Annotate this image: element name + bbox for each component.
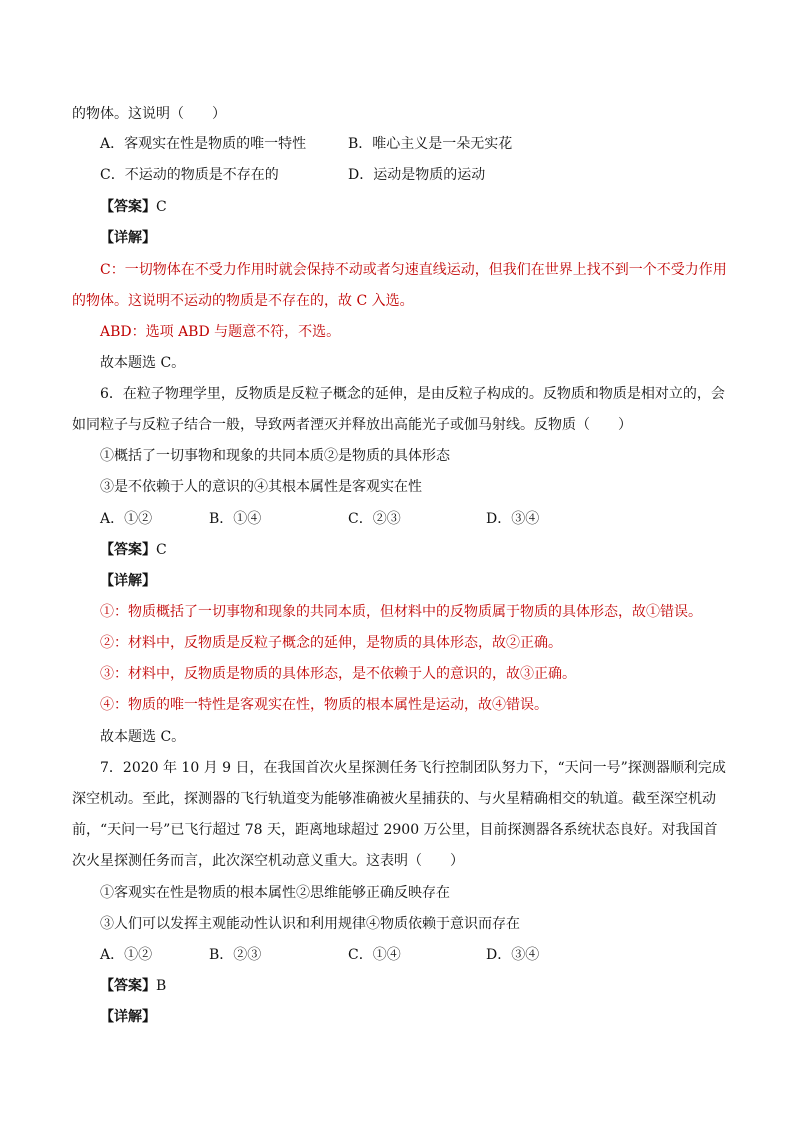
q6-explain-1: ①：物质概括了一切事物和现象的共同本质，但材料中的反物质属于物质的具体形态，故①错误。 xyxy=(100,604,702,620)
q7-option-a: A．①② xyxy=(100,947,153,963)
q6-option-c: C．②③ xyxy=(348,511,401,527)
q5-option-a: A．客观实在性是物质的唯一特性 xyxy=(100,136,307,152)
q6-stem-2: 如同粒子与反粒子结合一般，导致两者湮灭并释放出高能光子或伽马射线。反物质（ ） xyxy=(72,417,632,433)
q6-explain-4: ④：物质的唯一特性是客观实在性，物质的根本属性是运动，故④错误。 xyxy=(100,697,548,713)
q7-option-d: D．③④ xyxy=(486,947,540,963)
q5-stem-tail: 的物体。这说明（ ） xyxy=(72,106,226,122)
q5-answer-line xyxy=(100,197,167,217)
q5-option-d: D．运动是物质的运动 xyxy=(348,167,486,183)
q5-explain-2: 的物体。这说明不运动的物质是不存在的，故 C 入选。 xyxy=(72,293,414,309)
q7-stem-1: 7．2020 年 10 月 9 日，在我国首次火星探测任务飞行控制团队努力下，“天问一号”探测器顺利完成 xyxy=(100,760,726,776)
q7-stem-4: 次火星探测任务而言，此次深空机动意义重大。这表明（ ） xyxy=(72,853,464,869)
answer-tag: 【答案】 xyxy=(100,542,156,558)
q7-answer-line xyxy=(100,976,166,996)
q6-stem-1: 6．在粒子物理学里，反物质是反粒子概念的延伸，是由反粒子构成的。反物质和物质是相对立的，会 xyxy=(100,386,725,402)
q6-explain-3: ③：材料中，反物质是物质的具体形态，是不依赖于人的意识的，故③正确。 xyxy=(100,666,576,682)
q6-explain-2: ②：材料中，反物质是反粒子概念的延伸，是物质的具体形态，故②正确。 xyxy=(100,635,562,651)
answer-value: B xyxy=(156,978,167,994)
q6-answer-line xyxy=(100,540,167,560)
q5-explain-1: C：一切物体在不受力作用时就会保持不动或者匀速直线运动，但我们在世界上找不到一个不受力作用 xyxy=(100,262,727,278)
q6-conclusion: 故本题选 C。 xyxy=(100,729,186,745)
answer-value: C xyxy=(156,542,167,558)
q5-explain-3: ABD：选项 ABD 与题意不符，不选。 xyxy=(100,324,341,340)
q6-option-b: B．①④ xyxy=(209,511,262,527)
q6-statement-2: ③是不依赖于人的意识的④其根本属性是客观实在性 xyxy=(100,479,422,495)
q7-statement-2: ③人们可以发挥主观能动性认识和利用规律④物质依赖于意识而存在 xyxy=(100,916,520,932)
q7-stem-2: 深空机动。至此，探测器的飞行轨道变为能够准确被火星捕获的、与火星精确相交的轨道。截至深空机动 xyxy=(72,791,716,807)
answer-tag: 【答案】 xyxy=(100,978,156,994)
q7-statement-1: ①客观实在性是物质的根本属性②思维能够正确反映存在 xyxy=(100,885,450,901)
q6-option-d: D．③④ xyxy=(486,511,540,527)
answer-value: C xyxy=(156,199,167,215)
q6-statement-1: ①概括了一切事物和现象的共同本质②是物质的具体形态 xyxy=(100,448,450,464)
detail-tag: 【详解】 xyxy=(100,230,156,246)
detail-tag: 【详解】 xyxy=(100,573,156,589)
q5-option-b: B．唯心主义是一朵无实花 xyxy=(348,136,513,152)
q7-option-b: B．②③ xyxy=(209,947,262,963)
q5-conclusion: 故本题选 C。 xyxy=(100,355,186,371)
answer-tag: 【答案】 xyxy=(100,199,156,215)
q7-stem-3: 前，“天问一号”已飞行超过 78 天，距离地球超过 2900 万公里，目前探测器各系统状态良好。对我国首 xyxy=(72,822,718,838)
q5-option-c: C．不运动的物质是不存在的 xyxy=(100,167,279,183)
q6-option-a: A．①② xyxy=(100,511,153,527)
detail-tag: 【详解】 xyxy=(100,1009,156,1025)
q7-option-c: C．①④ xyxy=(348,947,401,963)
